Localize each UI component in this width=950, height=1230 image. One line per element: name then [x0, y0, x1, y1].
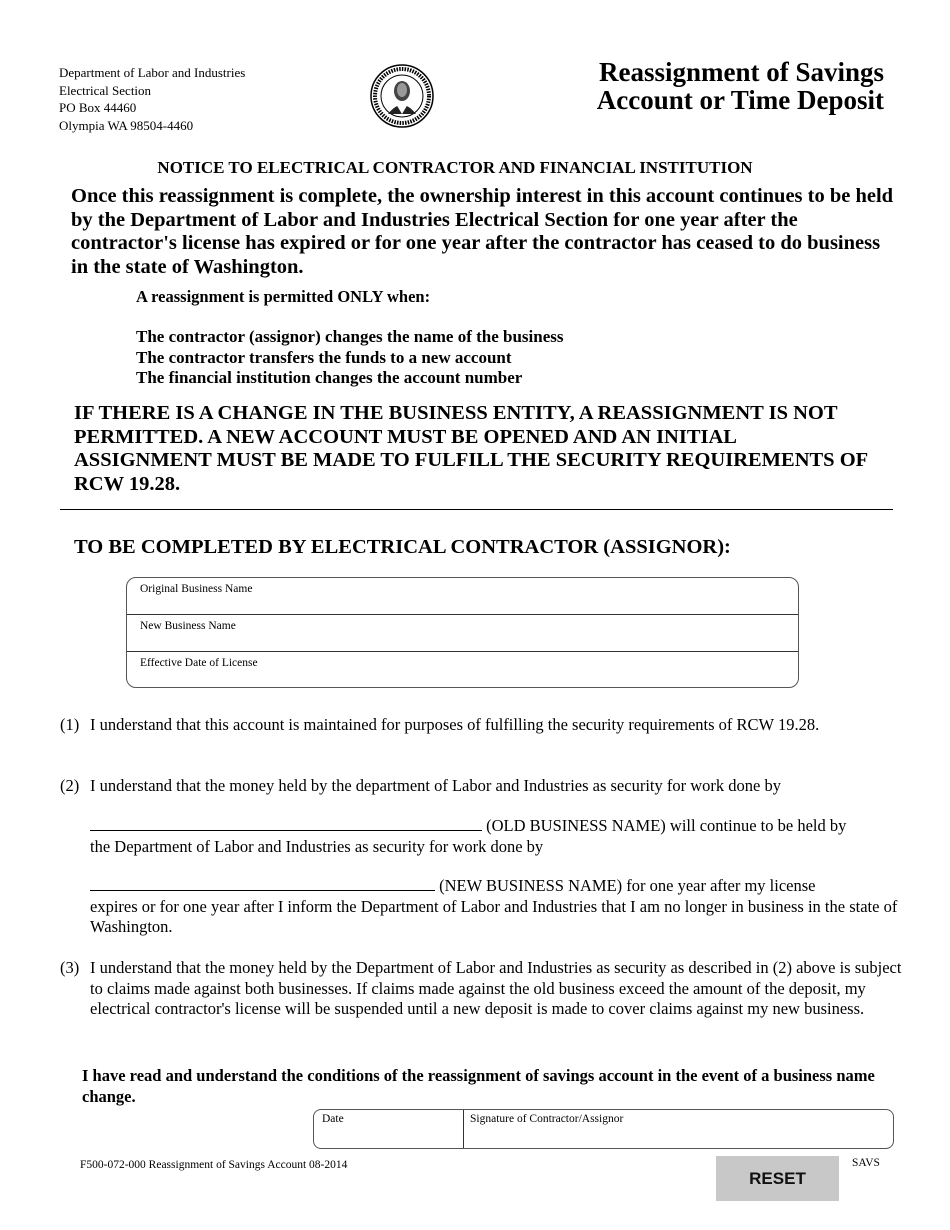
address-line: Department of Labor and Industries [59, 65, 246, 80]
list-item: The financial institution changes the account number [136, 368, 523, 387]
old-business-name-blank[interactable] [90, 816, 482, 831]
statement-1 [0, 715, 950, 760]
notice-heading: NOTICE TO ELECTRICAL CONTRACTOR AND FINANCIAL INSTITUTION [157, 158, 753, 177]
signature-label: Signature of Contractor/Assignor [470, 1113, 624, 1125]
new-business-label: (NEW BUSINESS NAME) for one year after my license [439, 876, 816, 895]
acknowledgement: I have read and understand the conditions of the reassignment of savings account in the event of a business name change. [82, 1066, 875, 1106]
original-business-name-field[interactable] [127, 578, 798, 615]
address-line: PO Box 44460 [59, 100, 137, 115]
agency-address [59, 64, 245, 134]
signature-field[interactable] [470, 1113, 623, 1125]
statement-3 [0, 958, 950, 1043]
statement-text: I understand that the money held by the Department of Labor and Industries as security as described in (2) above is subject to claims made against both businesses. If claims made against the old business exceed the amount of the deposit, my electrical contractor's license will be suspended until a new deposit is made to cover claims against my new business. [90, 958, 902, 1018]
permitted-heading: A reassignment is permitted ONLY when: [136, 287, 431, 306]
new-business-name-field[interactable] [127, 615, 798, 652]
statement-text: expires or for one year after I inform the Department of Labor and Industries that I am no longer in business in the state of Washington. [90, 896, 898, 936]
list-item: The contractor (assignor) changes the name of the business [136, 327, 564, 346]
statement-text: the Department of Labor and Industries as security for work done by [90, 836, 544, 856]
statement-number: (2) [60, 776, 80, 795]
form-number: F500-072-000 Reassignment of Savings Account 08-2014 [80, 1159, 348, 1171]
date-field[interactable] [322, 1113, 344, 1125]
new-business-name-blank[interactable] [90, 876, 435, 891]
divider [60, 509, 893, 510]
permitted-list [136, 327, 564, 389]
statement-number: (1) [60, 715, 80, 734]
title-line: Reassignment of Savings [598, 57, 884, 87]
field-label: Effective Date of License [140, 657, 258, 669]
entity-change-warning: IF THERE IS A CHANGE IN THE BUSINESS ENTITY, A REASSIGNMENT IS NOT PERMITTED. A NEW ACCOUNT MUST BE OPENED AND AN INITIAL ASSIGNMENT MUST BE MADE TO FULFILL THE SECURITY REQUIREMENTS OF RCW 19.28. [74, 402, 868, 495]
statement-text: I understand that this account is maintained for purposes of fulfilling the security requirements of RCW 19.28. [90, 715, 820, 734]
reset-button[interactable]: RESET [716, 1156, 839, 1201]
date-label: Date [322, 1113, 344, 1125]
field-label: Original Business Name [140, 583, 253, 595]
address-line: Olympia WA 98504-4460 [59, 117, 194, 133]
old-business-label: (OLD BUSINESS NAME) will continue to be held by [486, 816, 847, 835]
statement-2 [0, 776, 950, 946]
effective-date-of-license-field[interactable] [127, 652, 798, 689]
address-line: Electrical Section [59, 82, 152, 98]
statement-number: (3) [60, 958, 80, 977]
form-title [560, 58, 884, 114]
field-label: New Business Name [140, 620, 236, 632]
statement-text: I understand that the money held by the department of Labor and Industries as security for work done by [90, 776, 781, 795]
notice-intro: Once this reassignment is complete, the ownership interest in this account continues to be held by the Department of Labor and Industries Electrical Section for one year after the contractor's license has expired or for one year after the contractor has ceased to do business in the state of Washington. [71, 185, 894, 278]
title-line: Account or Time Deposit [596, 85, 884, 115]
contractor-section-heading: TO BE COMPLETED BY ELECTRICAL CONTRACTOR (ASSIGNOR): [74, 536, 731, 558]
list-item: The contractor transfers the funds to a new account [136, 347, 512, 367]
new-business-line [90, 876, 905, 938]
signature-block [313, 1109, 894, 1149]
business-info-fields [126, 577, 799, 688]
state-seal-icon [370, 64, 434, 128]
old-business-line [90, 816, 905, 857]
divider [463, 1110, 464, 1148]
form-code: SAVS [852, 1157, 880, 1169]
